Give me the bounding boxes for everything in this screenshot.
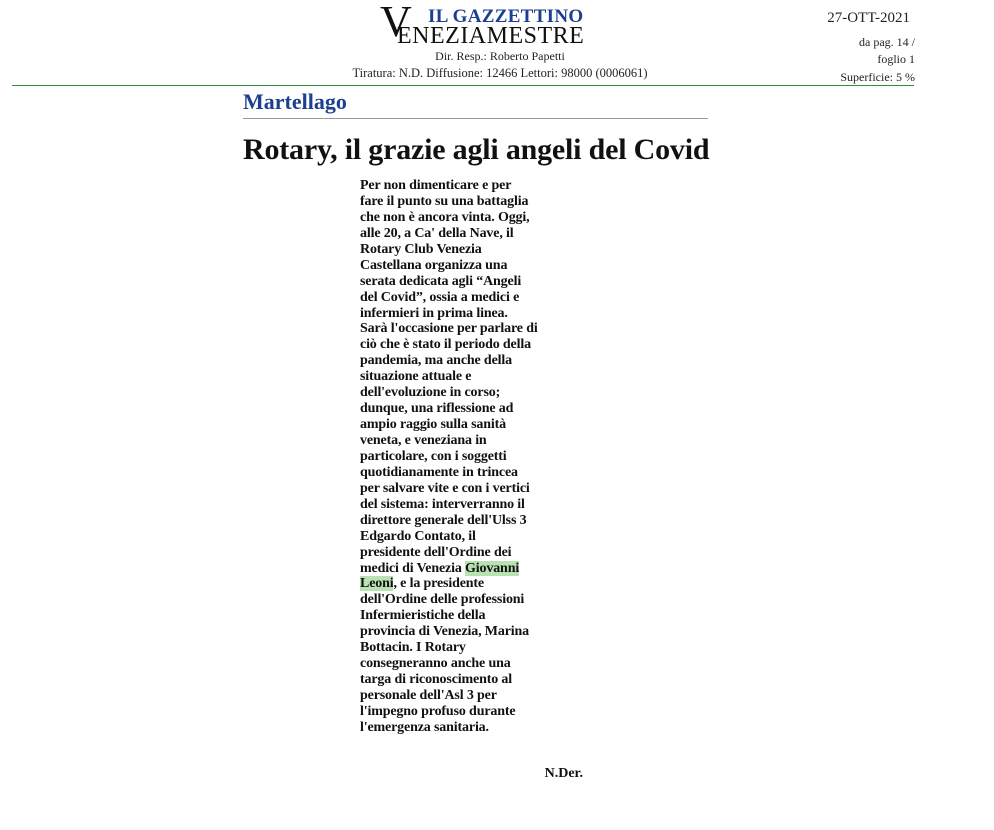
body-line: dunque, una riflessione ad [360, 401, 514, 417]
surface-percentage: Superficie: 5 % [840, 70, 915, 84]
sheet-number: foglio 1 [877, 52, 915, 66]
tick-mark: _ [805, 76, 810, 87]
body-line: l'emergenza sanitaria. [360, 719, 489, 735]
director-line: Dir. Resp.: Roberto Papetti [435, 49, 565, 63]
body-line: Per non dimenticare e per [360, 178, 512, 193]
body-line: fare il punto su una battaglia [360, 193, 529, 209]
body-line: ampio raggio sulla sanità [360, 417, 506, 433]
body-line: Sarà l'occasione per parlare di [360, 321, 538, 337]
publication-date: 27-OTT-2021 [827, 10, 910, 26]
article-headline: Rotary, il grazie agli angeli del Covid [243, 133, 710, 166]
body-line: serata dedicata agli “Angeli [360, 273, 522, 289]
body-line [360, 561, 590, 577]
body-line: alle 20, a Ca' della Nave, il [360, 225, 514, 241]
edition-name: ENEZIAMESTRE [397, 23, 585, 49]
body-line: situazione attuale e [360, 369, 472, 385]
body-line: direttore generale dell'Ulss 3 [360, 512, 527, 528]
body-line: Castellana organizza una [360, 257, 508, 273]
body-line: del sistema: interverranno il [360, 496, 525, 512]
highlighted-name: Giovanni [465, 560, 520, 576]
body-line: provincia di Venezia, Marina [360, 624, 529, 640]
body-line: dell'evoluzione in corso; [360, 385, 501, 401]
circulation-line: Tiratura: N.D. Diffusione: 12466 Lettori: 98000 (0006061) [352, 66, 648, 80]
body-line: personale dell'Asl 3 per [360, 688, 497, 703]
logo-initial: V [380, 0, 412, 46]
body-line: veneta, e veneziana in [360, 433, 487, 448]
body-text: , e la presidente [393, 576, 484, 592]
body-line: l'impegno profuso durante [360, 703, 516, 719]
body-line: del Covid”, ossia a medici e [360, 289, 520, 305]
body-line: dell'Ordine delle professioni [360, 592, 525, 608]
body-line: Rotary Club Venezia [360, 241, 482, 257]
header-divider [12, 85, 914, 86]
highlighted-name: Leoni [360, 576, 394, 592]
body-line [360, 576, 590, 592]
section-divider [243, 118, 708, 119]
body-line: ciò che è stato il periodo della [360, 337, 531, 353]
body-line: consegneranno anche una [360, 656, 511, 672]
paper-name: IL GAZZETTINO [428, 6, 584, 27]
body-line: quotidianamente in trincea [360, 464, 518, 480]
page-reference: da pag. 14 / [859, 35, 915, 49]
body-line: pandemia, ma anche della [360, 353, 512, 369]
article-body [360, 178, 590, 736]
body-line: infermieri in prima linea. [360, 305, 508, 321]
body-line: per salvare vite e con i vertici [360, 480, 530, 496]
body-line: Bottacin. I Rotary [360, 640, 466, 656]
newspaper-logo [380, 0, 620, 49]
body-line: Edgardo Contato, il [360, 528, 476, 544]
body-line: targa di riconoscimento al [360, 672, 513, 688]
body-line: presidente dell'Ordine dei [360, 544, 512, 560]
author-signature: N.Der. [544, 766, 583, 781]
body-line: particolare, con i soggetti [360, 448, 507, 464]
body-line: Infermieristiche della [360, 608, 486, 624]
body-text: medici di Venezia [360, 560, 466, 576]
section-title: Martellago [243, 89, 347, 114]
body-line: che non è ancora vinta. Oggi, [360, 209, 530, 225]
